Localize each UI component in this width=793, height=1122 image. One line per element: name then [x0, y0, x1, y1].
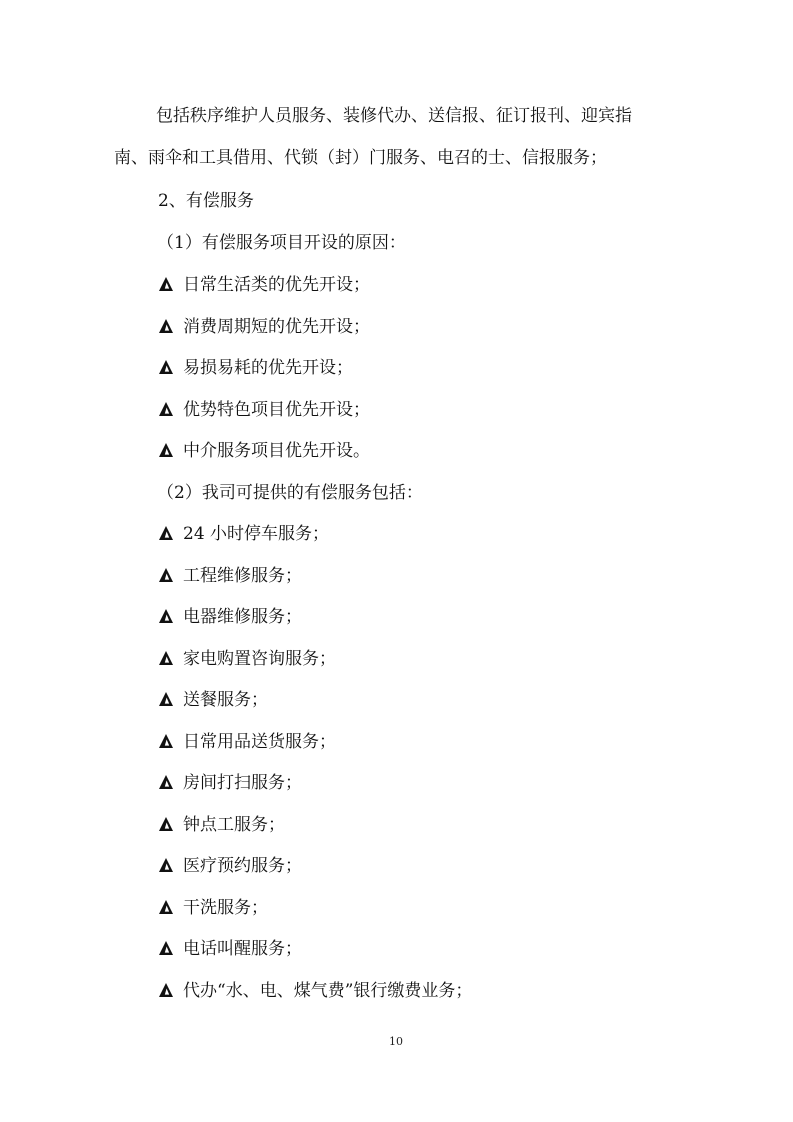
- list-item-text: 房间打扫服务；: [183, 773, 302, 793]
- triangle-bullet-icon: [158, 318, 174, 334]
- triangle-bullet-icon: [158, 442, 174, 458]
- list-item: [158, 898, 268, 918]
- list-item-text: 家电购置咨询服务；: [183, 648, 336, 669]
- list-item-text: 易损易耗的优先开设；: [183, 358, 353, 379]
- list-item: [158, 607, 302, 627]
- list-item-text: 日常用品送货服务；: [183, 731, 336, 752]
- triangle-bullet-icon: [158, 733, 174, 749]
- list-item-text: 医疗预约服务；: [183, 856, 302, 876]
- triangle-bullet-icon: [158, 525, 174, 541]
- list-item-text: 日常生活类的优先开设；: [183, 275, 370, 295]
- list-item: [158, 815, 285, 835]
- triangle-bullet-icon: [158, 567, 174, 583]
- list-item: [158, 275, 370, 295]
- triangle-bullet-icon: [158, 359, 174, 375]
- list-item-text: 送餐服务；: [183, 690, 268, 710]
- page-number: 10: [389, 1035, 403, 1048]
- list-item-text: 钟点工服务；: [183, 814, 285, 835]
- triangle-bullet-icon: [158, 857, 174, 873]
- list-item-text: 干洗服务；: [183, 897, 268, 918]
- section-heading: 2、有偿服务: [158, 191, 254, 211]
- triangle-bullet-icon: [158, 650, 174, 666]
- list-item: [158, 524, 329, 544]
- triangle-bullet-icon: [158, 401, 174, 417]
- list-item: [158, 732, 336, 752]
- list-item-text: 电话叫醒服务；: [183, 939, 302, 959]
- list-item: [158, 566, 302, 586]
- list-item: [158, 981, 472, 1001]
- list-item: [158, 317, 370, 337]
- list-item-text: 中介服务项目优先开设。: [183, 441, 370, 462]
- triangle-bullet-icon: [158, 899, 174, 915]
- list-item-text: 电器维修服务；: [183, 607, 302, 627]
- triangle-bullet-icon: [158, 276, 174, 292]
- subsection-title-reasons: （1）有偿服务项目开设的原因：: [157, 233, 406, 253]
- list-item: [158, 856, 302, 876]
- list-item: [158, 649, 336, 669]
- list-item: [158, 358, 353, 378]
- list-item-text: 消费周期短的优先开设；: [183, 316, 370, 337]
- list-item: [158, 441, 370, 461]
- triangle-bullet-icon: [158, 940, 174, 956]
- triangle-bullet-icon: [158, 774, 174, 790]
- paragraph-line-1: 包括秩序维护人员服务、装修代办、送信报、征订报刊、迎宾指: [156, 106, 632, 126]
- triangle-bullet-icon: [158, 982, 174, 998]
- list-item-text: 优势特色项目优先开设；: [183, 399, 370, 420]
- list-item-text: 代办“水、电、煤气费”银行缴费业务；: [183, 980, 473, 1001]
- triangle-bullet-icon: [158, 691, 174, 707]
- paragraph-line-2: 南、雨伞和工具借用、代锁（封）门服务、电召的士、信报服务；: [114, 148, 607, 168]
- list-item: [158, 939, 302, 959]
- list-item: [158, 773, 302, 793]
- list-item: [158, 690, 268, 710]
- list-item-text: 工程维修服务；: [183, 565, 302, 586]
- subsection-title-services: （2）我司可提供的有偿服务包括：: [157, 483, 423, 503]
- list-item: [158, 400, 370, 420]
- triangle-bullet-icon: [158, 608, 174, 624]
- list-item-text: 24 小时停车服务；: [183, 524, 330, 544]
- triangle-bullet-icon: [158, 816, 174, 832]
